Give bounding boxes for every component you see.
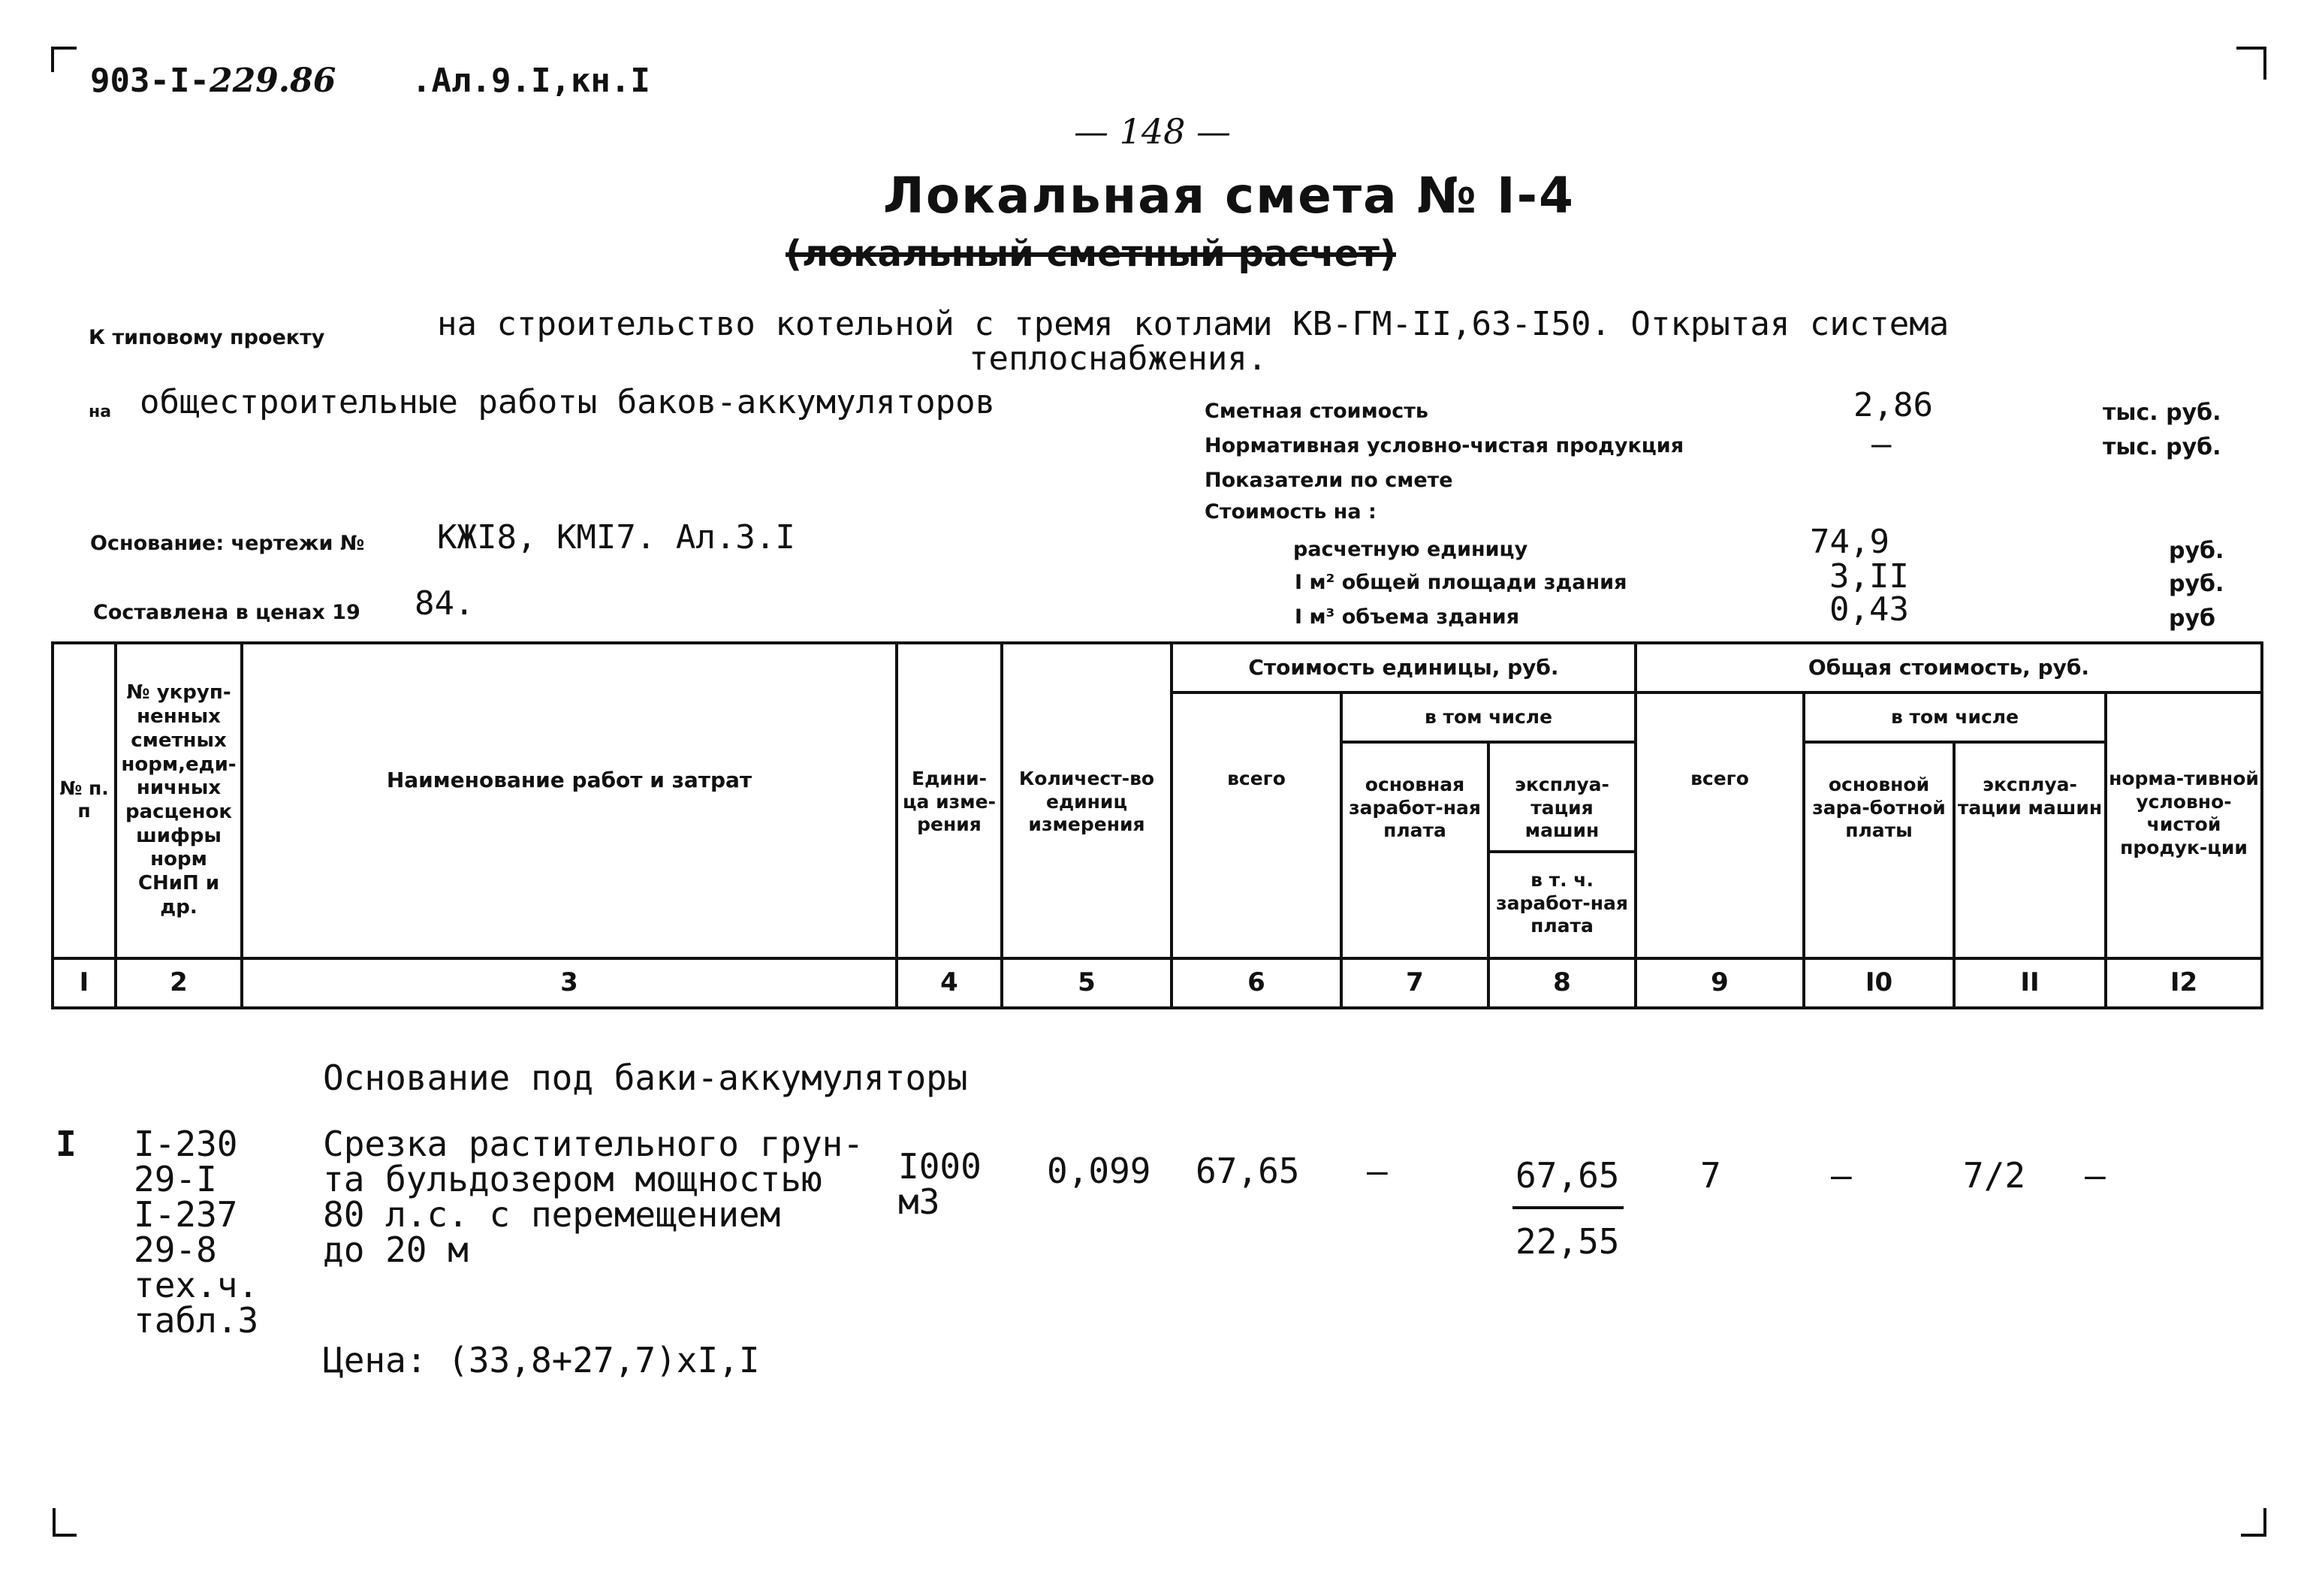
estimated-cost-unit: тыс. руб. — [2103, 400, 2221, 426]
column-number-1: I — [51, 957, 117, 1009]
basis-value: КЖI8, КМI7. Ал.3.I — [437, 518, 795, 557]
column-number-4: 4 — [895, 957, 1003, 1009]
header-c1: № п. п — [51, 641, 117, 960]
row-total: 7 — [1700, 1155, 1721, 1196]
header-incl-a: в том числе — [1340, 691, 1637, 744]
row-quantity: 0,099 — [1047, 1151, 1151, 1191]
basis-label: Основание: чертежи № — [90, 532, 365, 555]
page-number: — 148 — — [1074, 111, 1232, 152]
row-unit-machines-wage: 22,55 — [1515, 1221, 1620, 1262]
column-number-8: 8 — [1487, 957, 1637, 1009]
corner-mark-top-right — [2236, 47, 2266, 80]
per-m2-unit: руб. — [2169, 571, 2224, 597]
per-m3-label: I м³ объема здания — [1295, 605, 1520, 629]
row-code-3: I-237 — [134, 1194, 238, 1235]
column-number-2: 2 — [114, 957, 243, 1009]
column-number-12: I2 — [2104, 957, 2263, 1009]
estimated-cost-label: Сметная стоимость — [1205, 400, 1428, 423]
header-c8-top: эксплуа-тация машин — [1487, 741, 1637, 853]
page-title: Локальная смета № I-4 — [883, 167, 1575, 225]
per-m3-unit: руб — [2169, 605, 2215, 632]
normative-value: – — [1871, 425, 1892, 463]
row-name-2: та бульдозером мощностью — [323, 1159, 822, 1199]
column-number-5: 5 — [1000, 957, 1173, 1009]
normative-label: Нормативная условно-чистая продукция — [1205, 434, 1684, 457]
header-c5: Количест-во единиц измерения — [1000, 641, 1173, 960]
column-number-3: 3 — [240, 957, 898, 1009]
header-c12: норма-тивной условно-чистой продук-ции — [2104, 691, 2263, 960]
works-prefix: на — [89, 403, 112, 421]
prices-label: Составлена в ценах 19 — [93, 601, 360, 624]
section-title: Основание под баки-аккумуляторы — [323, 1057, 968, 1098]
project-text-line1: на строительство котельной с тремя котлами КВ-ГМ-II,63-I50. Открытая система — [437, 305, 1950, 343]
project-text-line2: теплоснабжения. — [969, 339, 1268, 378]
row-name-4: до 20 м — [323, 1229, 469, 1270]
project-label: К типовому проекту — [89, 326, 325, 349]
page-subtitle: (локальный сметный расчет) — [786, 233, 1396, 275]
column-number-9: 9 — [1634, 957, 1805, 1009]
row-unit-1: I000 — [898, 1146, 982, 1187]
corner-mark-bottom-right — [2241, 1508, 2266, 1537]
indicators-label: Показатели по смете — [1205, 469, 1453, 492]
per-unit-value: 74,9 — [1810, 523, 1889, 561]
row-unit-machines: 67,65 — [1515, 1155, 1620, 1196]
per-m2-label: I м² общей площади здания — [1295, 571, 1627, 594]
normative-unit: тыс. руб. — [2103, 434, 2221, 460]
row-index: I — [56, 1124, 77, 1164]
row-code-1: I-230 — [134, 1124, 238, 1164]
corner-mark-bottom-left — [53, 1508, 77, 1537]
header-unit-cost-group: Стоимость единицы, руб. — [1170, 641, 1637, 694]
row-total-wage: – — [1831, 1155, 1852, 1196]
document-code-typed: 903-I- — [90, 62, 210, 100]
header-c6: всего — [1170, 691, 1343, 960]
header-c11: эксплуа-тации машин — [1953, 741, 2107, 960]
row-unit-machines-divider — [1512, 1206, 1624, 1209]
row-total-normative: – — [2085, 1155, 2106, 1196]
row-code-4: 29-8 — [134, 1229, 217, 1270]
column-number-11: II — [1953, 957, 2107, 1009]
row-total-machines: 7/2 — [1963, 1155, 2026, 1196]
estimated-cost-value: 2,86 — [1853, 386, 1933, 424]
column-number-10: I0 — [1802, 957, 1956, 1009]
per-unit-unit: руб. — [2169, 538, 2224, 564]
per-m3-value: 0,43 — [1829, 590, 1909, 629]
header-c10: основной зара-ботной платы — [1802, 741, 1956, 960]
header-c3: Наименование работ и затрат — [240, 641, 898, 960]
header-c4: Едини-ца изме-рения — [895, 641, 1003, 960]
header-incl-b: в том числе — [1802, 691, 2107, 744]
album-reference: .Ал.9.I,кн.I — [412, 62, 650, 100]
row-code-6: табл.3 — [134, 1300, 259, 1341]
document-code-handwritten: 229.86 — [209, 62, 336, 100]
header-c2: № укруп-ненных сметных норм,еди-ничных расценок шифры норм СНиП и др. — [114, 641, 243, 960]
column-number-6: 6 — [1170, 957, 1343, 1009]
price-note: Цена: (33,8+27,7)хI,I — [323, 1340, 760, 1380]
per-unit-label: расчетную единицу — [1293, 538, 1528, 561]
row-code-2: 29-I — [134, 1159, 217, 1199]
document-code — [90, 62, 336, 100]
row-name-3: 80 л.с. с перемещением — [323, 1194, 781, 1235]
row-unit-total: 67,65 — [1196, 1151, 1300, 1191]
row-unit-wage: – — [1367, 1151, 1388, 1191]
row-name-1: Срезка растительного грун- — [323, 1124, 864, 1164]
prices-year: 84. — [415, 584, 475, 623]
header-c9: всего — [1634, 691, 1805, 960]
cost-per-label: Стоимость на : — [1205, 500, 1377, 523]
per-m2-value: 3,II — [1829, 557, 1909, 596]
corner-mark-top-left — [51, 47, 77, 72]
header-total-cost-group: Общая стоимость, руб. — [1634, 641, 2263, 694]
works-description: общестроительные работы баков-аккумуляторов — [140, 383, 996, 421]
header-c7: основная заработ-ная плата — [1340, 741, 1490, 960]
column-number-7: 7 — [1340, 957, 1490, 1009]
row-unit-2: м3 — [898, 1181, 940, 1222]
header-c8-bottom: в т. ч. заработ-ная плата — [1487, 850, 1637, 960]
row-code-5: тех.ч. — [134, 1265, 259, 1305]
